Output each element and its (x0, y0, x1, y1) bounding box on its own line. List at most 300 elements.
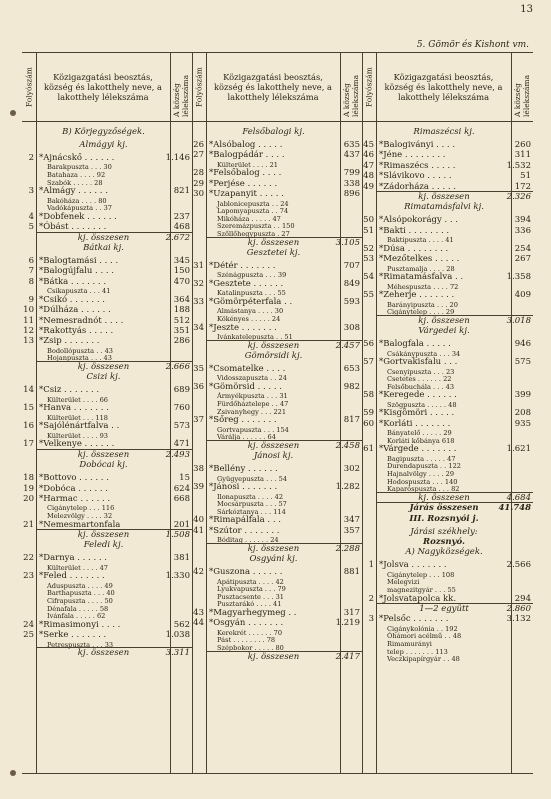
row-number: 45 (363, 140, 374, 150)
settlement-name: *Balogtamási . . . . (39, 256, 119, 266)
hamlet-name: Durendapuszta . . 122 (387, 462, 461, 471)
hamlet-name: Csetetes . . . . . . 22 (387, 375, 452, 384)
section-heading: Várgedei kj. (418, 326, 470, 337)
subtotal-label: kj. összesen (77, 648, 130, 659)
hamlet-name: Apátipuszta . . . . 42 (217, 577, 284, 586)
hamlet-name: Cigánytelep . . . 108 (387, 570, 455, 579)
population-value: 1.532 (506, 160, 531, 171)
subtotal-rule (376, 603, 533, 604)
population-value: 345 (173, 256, 190, 266)
settlement-name: *Jolsva . . . . . . . (379, 560, 447, 571)
row-number: 38 (193, 464, 204, 475)
subtotal-rule (36, 529, 192, 530)
population-value: 399 (514, 390, 531, 401)
row-number: 40 (193, 515, 204, 526)
settlement-name: *Uzapanyit . . . . . (209, 189, 284, 200)
hamlet-name: Vadókápuszta . . 37 (47, 204, 112, 213)
hamlet-name: telep . . . . . . . 113 (387, 647, 448, 656)
hamlet-name: Bányatelő . . . . . 29 (387, 429, 452, 438)
section-heading: Csizi kj. (86, 372, 121, 383)
population-value: 635 (343, 140, 360, 150)
hamlet-name: Melezvölgy . . . . 32 (47, 512, 113, 520)
settlement-name: *Dúlháza . . . . . . (39, 305, 111, 316)
row-number: 25 (23, 630, 34, 641)
settlement-name: *Perjése . . . . . . (209, 178, 278, 189)
population-value: 51 (520, 171, 531, 182)
hamlet-name: Batahaza . . . . 92 (47, 171, 106, 179)
row-number: 56 (363, 339, 374, 350)
row-number: 34 (193, 322, 204, 333)
hamlet-name: Szépbokor . . . . . 80 (217, 644, 284, 652)
row-number: 39 (193, 482, 204, 493)
settlement-name: *Rimapálfala . . . (209, 515, 281, 526)
row-number: 2 (28, 153, 34, 163)
population-value: 364 (173, 294, 190, 305)
settlement-name: *Óbást . . . . . . . (39, 222, 107, 233)
row-number: 29 (193, 178, 204, 189)
section-heading: Rimaszécsi kj. (413, 127, 475, 137)
population-value: 1.621 (506, 444, 531, 455)
population-value: 896 (343, 189, 360, 200)
row-number: 17 (23, 439, 34, 450)
settlement-name: *Jeszte . . . . . . . (209, 322, 277, 333)
hamlet-name: Külterület . . . . 47 (47, 563, 109, 572)
settlement-name: *Bakti . . . . . . . . (379, 225, 450, 236)
hamlet-name: Jablonicepuszta . . 24 (217, 199, 289, 208)
hamlet-name: Bakóháza . . . . 80 (47, 196, 107, 205)
hamlet-name: Katalinpuszta . . . 55 (217, 289, 286, 298)
population-value: 188 (173, 305, 190, 316)
hamlet-name: Csákánypuszta . . . 34 (387, 349, 461, 358)
subtotal-rule (206, 543, 362, 544)
row-number: 15 (23, 403, 34, 414)
population-value: 817 (343, 415, 360, 426)
hamlet-name: Kerekrét . . . . . . 70 (217, 628, 283, 637)
row-number: 10 (23, 305, 34, 316)
population-value: 317 (343, 608, 360, 618)
subtotal-rule (206, 440, 362, 441)
section-heading: Felsőbalogi kj. (242, 127, 305, 137)
row-number: 9 (28, 294, 34, 305)
hamlet-name: Zsivanyhegy . . . 221 (217, 407, 287, 416)
population-value: 381 (173, 553, 190, 564)
settlement-name: *Keregede . . . . . . (379, 390, 457, 401)
settlement-name: *Csomatelke . . . . (209, 364, 286, 374)
population-value: 2.288 (335, 543, 360, 554)
population-value: 1.508 (165, 530, 190, 540)
row-number: 61 (363, 444, 374, 455)
hamlet-name: Baktipuszta . . . . 41 (387, 236, 454, 245)
hamlet-name: Várálja . . . . . . 64 (217, 433, 276, 442)
settlement-name: *Rakottyás . . . . . (39, 326, 114, 336)
population-value: 2.493 (165, 449, 190, 460)
hamlet-name: Külterület . . . . 66 (47, 395, 109, 404)
row-number: 30 (193, 189, 204, 200)
row-number: 55 (363, 290, 374, 301)
hamlet-name: Vidosszapuszta . . 24 (217, 374, 287, 383)
hamlet-name: Szénágpuszta . . . 39 (217, 271, 287, 280)
settlement-name: *Slávikovo . . . . . (379, 171, 452, 182)
subtotal-label: kj. összesen (247, 440, 300, 451)
hamlet-name: Ivánfala . . . . . 62 (47, 612, 106, 621)
settlement-name: *Zsip . . . . . . . (39, 336, 100, 347)
row-number: 53 (363, 254, 374, 265)
header-description-label: Közigazgatási beosztás, község és lakotthely neve, a lakotthely lélekszáma (44, 72, 162, 102)
population-value: 799 (343, 168, 360, 179)
hamlet-name: Barthapuszta . . . 40 (47, 589, 115, 598)
population-value: 470 (173, 276, 190, 287)
settlement-name: *Jánosi . . . . . . . (209, 482, 278, 493)
hamlet-name: Csenyipuszta . . . 23 (387, 367, 455, 376)
settlement-name: *Mezőtelkes . . . . . (379, 254, 460, 265)
population-value: 2.566 (506, 560, 531, 571)
section-heading: A) Nagyközségek. (405, 547, 483, 558)
row-number: 50 (363, 215, 374, 226)
population-value: 2.672 (165, 232, 190, 243)
hamlet-name: Bagipuszta . . . . . 47 (387, 454, 456, 463)
subtotal-label: kj. összesen (247, 340, 300, 351)
subtotal-label: kj. összesen (77, 530, 130, 540)
header-description-label: Közigazgatási beosztás, község és lakotthely neve, a lakotthely lélekszáma (384, 72, 503, 102)
population-value: 1.358 (506, 272, 531, 283)
hamlet-name: Külterület . . . 118 (47, 413, 109, 422)
hamlet-name: Rimamurányi (387, 640, 432, 648)
population-value: 653 (343, 364, 360, 374)
settlement-name: *Jéne . . . . . . . . (379, 150, 446, 161)
row-number: 41 (193, 525, 204, 536)
row-number: 22 (23, 553, 34, 564)
subtotal-label: 1—2 együtt (419, 604, 469, 614)
population-value: 760 (173, 403, 190, 414)
settlement-name: *Rimatamásfalva . . (379, 272, 464, 283)
population-value: 849 (343, 279, 360, 289)
settlement-name: *Alsópokorágy . . . (379, 215, 458, 226)
row-number: 46 (363, 150, 374, 161)
seat-name: Rozsnyó. (423, 537, 465, 547)
hamlet-name: Almástanya . . . . 30 (217, 307, 284, 316)
population-value: 286 (173, 336, 190, 347)
section-heading: Rimatamásfalvi kj. (404, 202, 484, 213)
population-value: 468 (173, 222, 190, 233)
population-value: 394 (514, 215, 531, 226)
population-value: 3.105 (335, 237, 360, 248)
hamlet-name: Gortvapuszta . . . 154 (217, 425, 289, 434)
subtotal-rule (376, 315, 533, 316)
hamlet-name: Cigánykolónia . . 192 (387, 624, 458, 633)
page-header: 5. Gömör és Kishont vm. (416, 40, 529, 50)
subtotal-rule (376, 502, 533, 503)
row-number: 3 (368, 614, 374, 625)
population-value: 624 (173, 483, 190, 494)
row-number: 31 (193, 261, 204, 271)
section-heading: Feledi kj. (83, 540, 124, 551)
subtotal-rule (376, 191, 533, 192)
settlement-name: *Velkenye . . . . . . (39, 439, 115, 450)
settlement-name: *Osgyán . . . . . . . (209, 618, 284, 629)
settlement-name: *Hanva . . . . . . . (39, 403, 109, 414)
settlement-name: *Várgede . . . . . . . (379, 444, 457, 455)
hamlet-name: Barakpuszta . . . 30 (47, 163, 112, 172)
hamlet-name: Szögpuszta . . . . . 48 (387, 400, 457, 409)
settlement-name: *Gesztete . . . . . . (209, 279, 284, 289)
population-value: 254 (514, 243, 531, 254)
row-number: 49 (363, 181, 374, 192)
subtotal-rule (36, 449, 192, 450)
row-number: 35 (193, 364, 204, 374)
settlement-name: *Felsőbalog . . . . (209, 168, 282, 179)
hamlet-name: Cigánytelep . . . 116 (47, 504, 115, 513)
subtotal-rule (206, 340, 362, 341)
section-heading: Almágyi kj. (79, 140, 128, 150)
row-number: 26 (193, 140, 204, 150)
hamlet-name: Külterület . . . . 93 (47, 431, 109, 440)
population-value: 15 (179, 473, 190, 484)
population-value: 935 (514, 418, 531, 429)
hamlet-name: Dénafala . . . . . 58 (47, 604, 109, 613)
settlement-name: *Balogújfalu . . . . (39, 266, 114, 277)
population-table (22, 52, 533, 774)
population-value: 308 (343, 322, 360, 333)
settlement-name: *Sajólénártfalva . . (39, 421, 120, 432)
hamlet-name: Bóditag . . . . . . 24 (217, 536, 279, 545)
row-number: 24 (23, 619, 34, 630)
hamlet-name: Barányipuszta . . . 20 (387, 300, 458, 309)
row-number: 13 (23, 336, 34, 347)
population-value: 201 (173, 519, 190, 530)
hamlet-name: Cifrapuszta . . . . 50 (47, 597, 113, 605)
subtotal-rule (206, 237, 362, 238)
settlement-name: *Alsóbalog . . . . . (209, 140, 283, 150)
population-value: 1.219 (335, 618, 360, 629)
settlement-name: *Serke . . . . . . . (39, 630, 107, 641)
subtotal-label: kj. összesen (247, 543, 300, 554)
settlement-name: *Zeherje . . . . . . . (379, 290, 455, 301)
row-number: 1 (368, 560, 374, 571)
hamlet-name: Szeremázpuszta . . 150 (217, 222, 295, 231)
hamlet-name: Méhespuszta . . . . 72 (387, 282, 459, 291)
row-number: 36 (193, 382, 204, 392)
hamlet-name: Felsőbuchála . . . 43 (387, 382, 455, 391)
row-number: 27 (193, 150, 204, 161)
row-number: 4 (28, 211, 34, 222)
row-number: 32 (193, 279, 204, 289)
hamlet-name: Szabók . . . . . 28 (47, 178, 103, 187)
column-divider (340, 53, 341, 773)
population-value: 593 (343, 297, 360, 307)
population-value: 41.748 (498, 503, 531, 514)
settlement-name: *Korláti . . . . . . . (379, 418, 451, 429)
row-number: 57 (363, 357, 374, 368)
population-value: 1.038 (165, 630, 190, 641)
row-number: 5 (28, 222, 34, 233)
population-value: 707 (343, 261, 360, 271)
settlement-name: *Balogfala . . . . . (379, 339, 451, 350)
population-value: 347 (343, 515, 360, 526)
hamlet-name: Cigánytelep . . . . 29 (387, 308, 455, 317)
column-divider (376, 53, 377, 773)
population-value: 2.457 (335, 340, 360, 351)
settlement-name: *Guszona . . . . . . (209, 567, 283, 578)
hamlet-name: Fürdőháztelepe . . 47 (217, 400, 289, 408)
population-value: 2.458 (335, 440, 360, 451)
hamlet-name: Ilonapuszta . . . . 42 (217, 492, 284, 501)
population-value: 3.018 (506, 315, 531, 326)
hamlet-name: Mikóháza . . . . . 47 (217, 214, 281, 223)
subtotal-label: kj. összesen (247, 651, 300, 662)
hamlet-name: Melegvizi (387, 578, 420, 587)
settlement-name: *Gömörsid . . . . . (209, 382, 282, 392)
hamlet-name: Pusztacsente . . . 31 (217, 592, 284, 601)
population-value: 946 (514, 339, 531, 350)
settlement-name: *Détér . . . . . . . (209, 261, 276, 271)
hamlet-name: Aduspuszta . . . . 49 (47, 581, 113, 590)
row-number: 11 (23, 315, 34, 326)
row-number: 18 (23, 473, 34, 484)
settlement-name: *Zádorháza . . . . . (379, 181, 456, 192)
population-value: 1.282 (335, 482, 360, 493)
population-value: 2.666 (165, 362, 190, 372)
row-number: 43 (193, 608, 204, 618)
section-heading: Osgyáni kj. (249, 554, 298, 565)
hamlet-name: Ármyékpuszta . . . 31 (217, 392, 288, 401)
hamlet-name: Sárkóztanya . . . 114 (217, 507, 286, 516)
population-value: 294 (514, 593, 531, 604)
subtotal-label: kj. összesen (418, 492, 470, 503)
subtotal-label: kj. összesen (418, 315, 470, 326)
hamlet-name: Kökényes . . . . . 24 (217, 315, 281, 323)
population-value: 336 (514, 225, 531, 236)
population-value: 260 (514, 140, 531, 150)
row-number: 51 (363, 225, 374, 236)
row-number: 3 (28, 186, 34, 197)
population-value: 4.684 (506, 492, 531, 503)
subtotal-label: kj. összesen (418, 192, 470, 202)
row-number: 48 (363, 171, 374, 182)
population-value: 237 (173, 211, 190, 222)
hamlet-name: Pusztamalja . . . . 28 (387, 264, 455, 273)
population-value: 881 (343, 567, 360, 578)
subtotal-rule (376, 492, 533, 493)
row-number: 23 (23, 571, 34, 582)
settlement-name: *Dobóca . . . . . . (39, 483, 108, 494)
hamlet-name: Kaparóspuszta . . . 82 (387, 485, 460, 494)
settlement-name: *Kisgömöri . . . . . (379, 408, 455, 419)
population-value: 512 (173, 315, 190, 326)
population-value: 562 (173, 619, 190, 630)
settlement-name: *Almágy . . . . . . (39, 186, 108, 197)
settlement-name: *Magyarhegymeg . . (209, 608, 297, 618)
subtotal-label: kj. összesen (77, 362, 130, 372)
hamlet-name: Petrespuszta . . . 33 (47, 640, 114, 649)
section-heading: Bátkai kj. (83, 243, 124, 253)
population-value: 668 (173, 494, 190, 504)
population-value: 267 (514, 254, 531, 265)
hamlet-name: Külterület . . . . 21 (217, 160, 279, 169)
district-heading: III. Rozsnyói j. (409, 513, 479, 524)
row-number: 2 (368, 593, 374, 604)
settlement-name: *Szútor . . . . . . . (209, 525, 280, 536)
settlement-name: *Dúsa . . . . . . . . (379, 243, 449, 254)
population-value: 437 (343, 150, 360, 161)
header-population-label: A község lélekszáma (513, 74, 531, 117)
subtotal-label: kj. összesen (77, 449, 130, 460)
section-heading: Gesztetei kj. (246, 248, 301, 258)
settlement-name: *Nemesradnót . . . . (39, 315, 124, 326)
settlement-name: *Ajnácskő . . . . . . (39, 153, 115, 163)
row-number: 21 (23, 519, 34, 530)
settlement-name: *Rimasimonyi . . . . (39, 619, 121, 630)
settlement-name: *Sőreg . . . . . . . (209, 415, 277, 426)
header-description-label: Közigazgatási beosztás, község és lakotthely neve, a lakotthely lélekszáma (214, 72, 332, 102)
population-value: 1.330 (165, 571, 190, 582)
row-number: 47 (363, 160, 374, 171)
settlement-name: *Nemesmartonfala (39, 519, 121, 530)
population-value: 311 (514, 150, 531, 161)
settlement-name: *Gortvakisfalu . . . (379, 357, 458, 368)
row-number: 42 (193, 567, 204, 578)
hamlet-name: Szőllőhegypuszta . 27 (217, 230, 290, 238)
hamlet-name: magnezitgyár . . . 55 (387, 586, 456, 594)
header-divider (22, 121, 533, 122)
population-value: 357 (343, 525, 360, 536)
header-number-label: Folyószám (24, 67, 34, 107)
column-divider (206, 53, 207, 773)
row-number: 6 (28, 256, 34, 266)
population-value: 573 (173, 421, 190, 432)
population-value: 689 (173, 385, 190, 396)
row-number: 20 (23, 494, 34, 504)
population-value: 821 (173, 186, 190, 197)
row-number: 33 (193, 297, 204, 307)
subtotal-rule (36, 361, 192, 362)
header-population-label: A község lélekszáma (342, 74, 360, 117)
population-value: 150 (173, 266, 190, 277)
settlement-name: *Csikó . . . . . . . (39, 294, 105, 305)
settlement-name: *Dobfenek . . . . . . (39, 211, 117, 222)
population-value: 172 (514, 181, 531, 192)
row-number: 16 (23, 421, 34, 432)
subtotal-rule (206, 651, 362, 652)
header-number-label: Folyószám (364, 67, 374, 107)
hamlet-name: Hojanpuszta . . . 43 (47, 354, 112, 363)
row-number: 19 (23, 483, 34, 494)
district-total-label: Járás összesen (409, 503, 479, 514)
population-value: 2.417 (335, 651, 360, 662)
population-value: 1.146 (165, 153, 190, 163)
row-number: 12 (23, 326, 34, 336)
settlement-name: *Bátka . . . . . . . (39, 276, 107, 287)
population-value: 2.326 (506, 192, 531, 202)
population-value: 575 (514, 357, 531, 368)
hamlet-name: Veczkipapírgyár . . 48 (387, 655, 460, 664)
hamlet-name: Bodollópuszta . . 43 (47, 346, 113, 355)
settlement-name: *Darnya . . . . . . (39, 553, 107, 564)
hamlet-name: Ivánkatelepuszta . . 51 (217, 333, 293, 341)
row-number: 52 (363, 243, 374, 254)
hamlet-name: Hodospuszta . . . 140 (387, 477, 458, 486)
subtotal-label: kj. összesen (247, 237, 300, 248)
hamlet-name: Pást . . . . . . . . 78 (217, 636, 276, 645)
row-number: 14 (23, 385, 34, 396)
seat-label: Járási székhely: (410, 526, 478, 537)
row-number: 54 (363, 272, 374, 283)
population-value: 302 (343, 464, 360, 475)
column-divider (192, 53, 193, 773)
section-heading: Gömörsidi kj. (244, 351, 303, 361)
hamlet-name: Óhámori acélmű . . 48 (387, 632, 462, 641)
settlement-name: *Balogpádár . . . . (209, 150, 285, 161)
row-number: 44 (193, 618, 204, 629)
